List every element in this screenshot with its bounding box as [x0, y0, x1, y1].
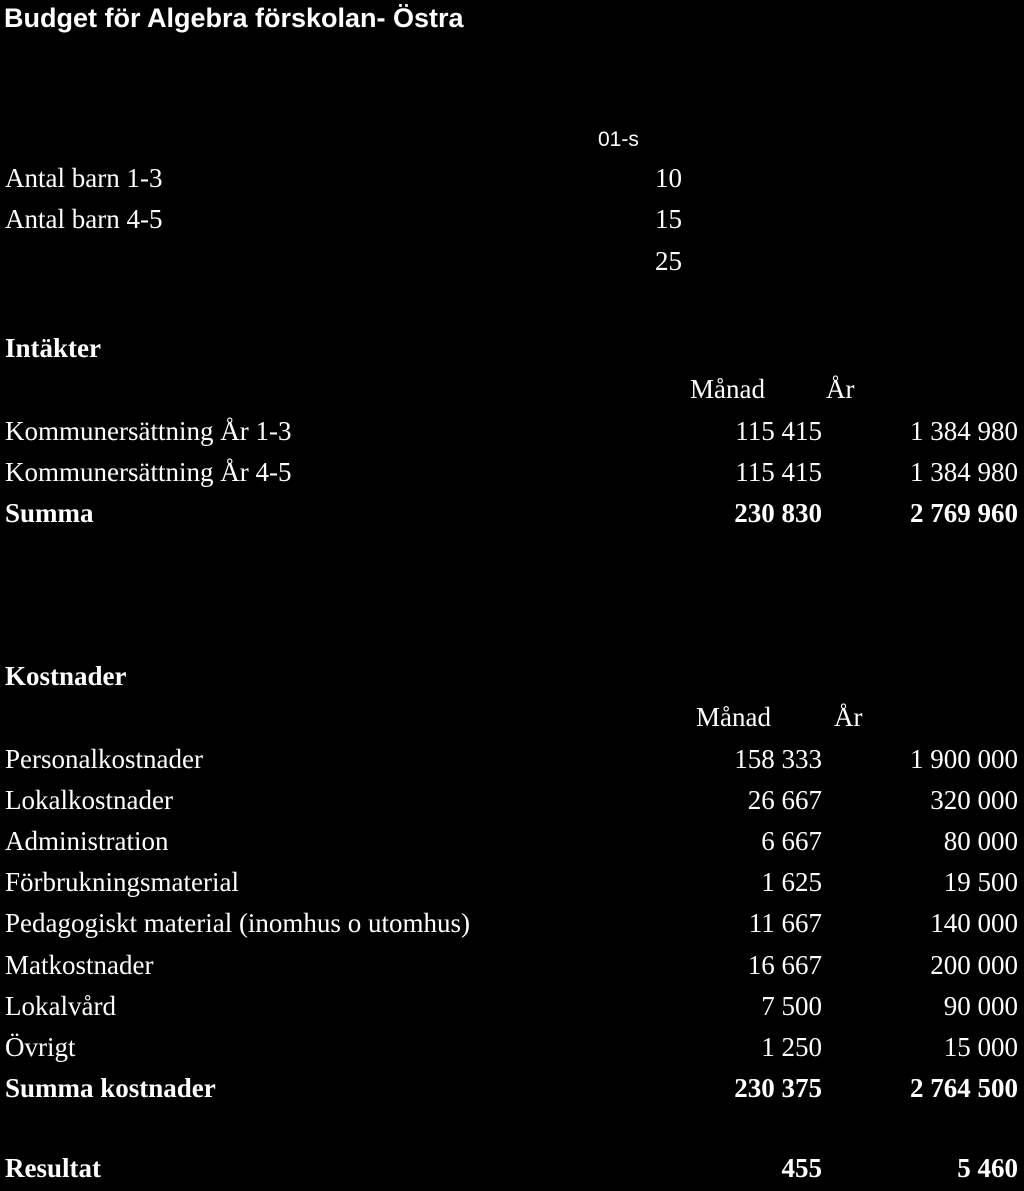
costs-sum-label: Summa kostnader: [5, 1073, 216, 1103]
income-sum-year: 2 769 960: [910, 498, 1018, 528]
costs-row-label: Personalkostnader: [5, 744, 203, 774]
income-row-year: 1 384 980: [910, 457, 1018, 487]
income-row-label: Kommunersättning År 1-3: [5, 416, 292, 446]
costs-row-month: 26 667: [747, 785, 822, 815]
costs-row-label: Lokalvård: [5, 991, 116, 1021]
children-row-value: 15: [655, 204, 682, 234]
costs-col-month: Månad: [696, 702, 771, 732]
costs-row-month: 1 625: [761, 867, 822, 897]
income-row-label: Kommunersättning År 4-5: [5, 457, 292, 487]
children-total: 25: [655, 246, 682, 276]
costs-row-label: Lokalkostnader: [5, 785, 173, 815]
income-row-year: 1 384 980: [910, 416, 1018, 446]
costs-sum-month: 230 375: [734, 1073, 822, 1103]
children-row-value: 10: [655, 163, 682, 193]
costs-row-year: 19 500: [943, 867, 1018, 897]
income-heading: Intäkter: [5, 333, 101, 363]
costs-row-label: Förbrukningsmaterial: [5, 867, 239, 897]
costs-row-year: 15 000: [943, 1032, 1018, 1062]
income-row-month: 115 415: [735, 457, 822, 487]
costs-heading: Kostnader: [5, 661, 127, 691]
income-row-month: 115 415: [735, 416, 822, 446]
costs-row-month: 7 500: [761, 991, 822, 1021]
result-month: 455: [781, 1153, 822, 1183]
children-column-header: 01-s: [598, 128, 639, 151]
costs-row-label: Administration: [5, 826, 169, 856]
costs-row-month: 16 667: [747, 950, 822, 980]
costs-row-label: Pedagogiskt material (inomhus o utomhus): [5, 908, 470, 938]
costs-row-year: 80 000: [943, 826, 1018, 856]
costs-row-label: Matkostnader: [5, 950, 154, 980]
costs-row-year: 200 000: [930, 950, 1018, 980]
costs-sum-year: 2 764 500: [910, 1073, 1018, 1103]
costs-row-month: 1 250: [761, 1032, 822, 1062]
income-sum-label: Summa: [5, 498, 94, 528]
income-col-year: År: [826, 374, 855, 404]
result-label: Resultat: [5, 1153, 101, 1183]
costs-row-month: 158 333: [734, 744, 822, 774]
page-title: Budget för Algebra förskolan- Östra: [4, 3, 464, 33]
children-row-label: Antal barn 4-5: [5, 204, 163, 234]
costs-row-label: Övrigt: [5, 1032, 76, 1062]
children-row-label: Antal barn 1-3: [5, 163, 163, 193]
costs-row-month: 11 667: [748, 908, 822, 938]
income-col-month: Månad: [690, 374, 765, 404]
costs-row-month: 6 667: [761, 826, 822, 856]
costs-row-year: 140 000: [930, 908, 1018, 938]
costs-row-year: 320 000: [930, 785, 1018, 815]
costs-row-year: 90 000: [943, 991, 1018, 1021]
costs-col-year: År: [834, 702, 863, 732]
income-sum-month: 230 830: [734, 498, 822, 528]
result-year: 5 460: [957, 1153, 1018, 1183]
costs-row-year: 1 900 000: [910, 744, 1018, 774]
